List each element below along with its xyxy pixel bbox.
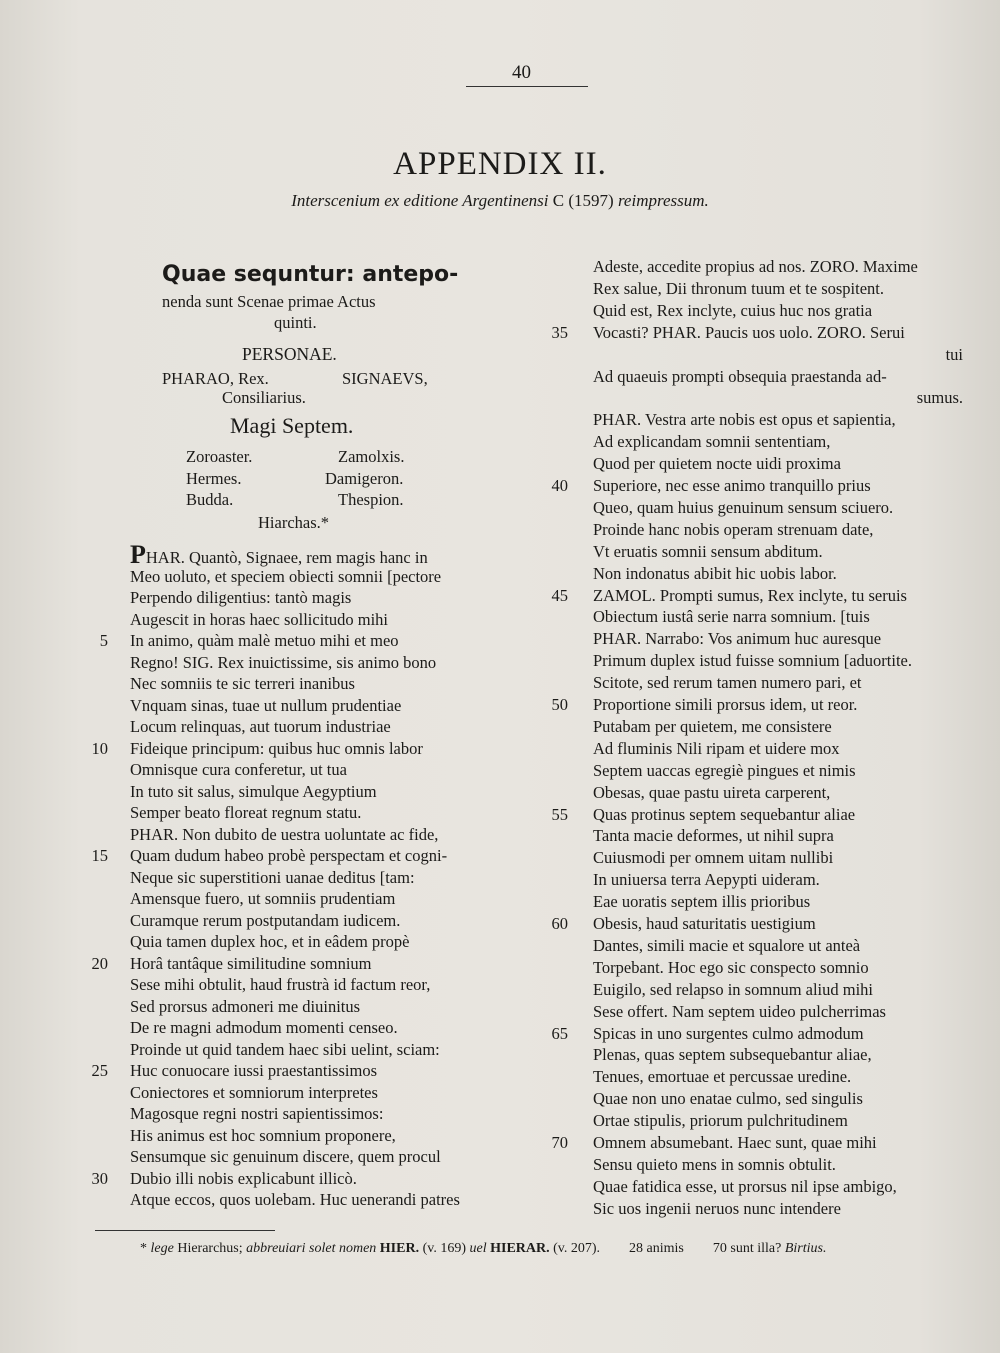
subtitle-part3: reimpressum. bbox=[617, 191, 709, 210]
verse-line: Sese mihi obtulit, haud frustrà id factum reor, bbox=[130, 975, 431, 994]
verse-line: Horâ tantâque similitudine somnium bbox=[130, 953, 372, 973]
magi-heading: Magi Septem. bbox=[230, 413, 354, 438]
verse-line: Tanta macie deformes, ut nihil supra bbox=[593, 826, 834, 846]
verse-line: Atque eccos, quos uolebam. Huc uenerandi patres bbox=[130, 1190, 460, 1209]
magus-hermes: Hermes. bbox=[186, 469, 242, 488]
verse-line: Nec somniis te sic terreri inanibus bbox=[130, 674, 355, 693]
verse-line: Curamque rerum postputandam iudicem. bbox=[130, 910, 401, 930]
line-number: 50 bbox=[551, 695, 568, 714]
verse-line: Sic uos ingenii neruos nunc intendere bbox=[593, 1198, 841, 1218]
front-heading: Quae sequntur: antepo- bbox=[162, 262, 459, 287]
verse-line: Quid est, Rex inclyte, cuius huc nos gratia bbox=[593, 300, 873, 320]
verse-line: Proportione simili prorsus idem, ut reor. bbox=[593, 695, 858, 714]
verse-line: Quod per quietem nocte uidi proxima bbox=[593, 454, 841, 474]
magus-damigeron: Damigeron. bbox=[325, 469, 404, 488]
verse-line: In animo, quàm malè metuo mihi et meo bbox=[130, 631, 399, 650]
line-number: 30 bbox=[91, 1168, 108, 1188]
verse-line: ZAMOL. Prompti sumus, Rex inclyte, tu seruis bbox=[593, 585, 907, 605]
verse-line: Adeste, accedite propius ad nos. ZORO. Maxime bbox=[593, 257, 918, 276]
line-number: 60 bbox=[551, 914, 568, 933]
speaker-name: HAR bbox=[145, 548, 181, 567]
verse-line: Euigilo, sed relapso in somnum aliud mihi bbox=[593, 979, 874, 999]
verse-line: Perpendo diligentius: tantò magis bbox=[130, 588, 352, 607]
footnote-birtius: Birtius. bbox=[784, 1241, 827, 1256]
line-number: 25 bbox=[91, 1061, 108, 1080]
verse-line: Fideique principum: quibus huc omnis labor bbox=[130, 738, 423, 758]
footnote-lege: lege bbox=[150, 1241, 174, 1256]
front-heading-cont1: nenda sunt Scenae primae Actus bbox=[162, 292, 376, 311]
verse-line: Sed prorsus admoneri me diuinitus bbox=[130, 996, 361, 1016]
verse-line: Proinde hanc nobis operam strenuam date, bbox=[593, 519, 874, 539]
footnote-hierar: HIERAR. bbox=[490, 1241, 550, 1256]
verse-line: Quam dudum habeo probè perspectam et cogni- bbox=[130, 846, 448, 865]
verse-line: Proinde ut quid tandem haec sibi uelint, sciam: bbox=[130, 1039, 440, 1059]
line-number: 10 bbox=[91, 738, 108, 758]
verse-line: De re magni admodum momenti censeo. bbox=[130, 1018, 398, 1037]
verse-line: Ad fluminis Nili ripam et uidere mox bbox=[593, 738, 840, 758]
magus-zamolxis: Zamolxis. bbox=[338, 447, 405, 466]
verse-line: Sensu quieto mens in somnis obtulit. bbox=[593, 1154, 836, 1174]
verse-line: Vt eruatis somnii sensum abditum. bbox=[593, 541, 823, 561]
verse-overflow: sumus. bbox=[916, 388, 963, 408]
verse-line: Eae uoratis septem illis prioribus bbox=[593, 892, 811, 912]
verse-line: Queo, quam huius genuinum sensum sciuero. bbox=[593, 497, 894, 517]
footnote-rule bbox=[95, 1230, 275, 1231]
verse-line: Spicas in uno surgentes culmo admodum bbox=[593, 1023, 864, 1043]
verse-line: Primum duplex istud fuisse somnium [aduortite. bbox=[593, 651, 912, 671]
verse-text: . Quantò, Signaee, rem magis hanc in bbox=[180, 548, 428, 567]
persona-signaevs: SIGNAEVS, bbox=[342, 369, 428, 388]
verse-line: Obesas, quae pastu uireta carperent, bbox=[593, 782, 831, 802]
verse-line: Vocasti? PHAR. Paucis uos uolo. ZORO. Serui bbox=[593, 322, 905, 342]
verse-line: Cuiusmodi per omnem uitam nullibi bbox=[593, 848, 834, 868]
footnote-v207: (v. 207). bbox=[553, 1241, 601, 1256]
verse-line: In tuto sit salus, simulque Aegyptium bbox=[130, 781, 377, 801]
footnote-abbrev: abbreuiari solet nomen bbox=[246, 1241, 377, 1256]
verse-line: Tenues, emortuae et percussae uredine. bbox=[593, 1067, 852, 1087]
verse-line: Semper beato floreat regnum statu. bbox=[130, 803, 362, 822]
line-number: 5 bbox=[99, 631, 108, 650]
line-number: 20 bbox=[91, 953, 108, 973]
verse-line: Regno! SIG. Rex inuictissime, sis animo bono bbox=[130, 652, 437, 672]
verse-line: Non indonatus abibit hic uobis labor. bbox=[593, 563, 837, 583]
verse-line: In uniuersa terra Aepypti uideram. bbox=[593, 870, 820, 890]
subtitle-part2: C (1597) bbox=[552, 191, 614, 210]
line-number: 55 bbox=[551, 804, 568, 824]
verse-line bbox=[130, 540, 428, 569]
line-number: 70 bbox=[551, 1133, 568, 1152]
verse-line: Ad quaeuis prompti obsequia praestanda ad- bbox=[593, 366, 887, 386]
subtitle-part1: Interscenium ex editione Argentinensi bbox=[291, 191, 549, 210]
footnote-note70: 70 sunt illa? bbox=[712, 1241, 782, 1256]
line-number: 45 bbox=[551, 585, 568, 605]
footnote-note28: 28 animis bbox=[629, 1241, 684, 1256]
footnote-hier: HIER. bbox=[379, 1241, 420, 1256]
page-number: 40 bbox=[512, 62, 531, 83]
verse-line: PHAR. Non dubito de uestra uoluntate ac fide, bbox=[130, 824, 439, 844]
verse-line: Dantes, simili macie et squalore ut anteà bbox=[593, 935, 861, 955]
footnote-hierarchus: Hierarchus; bbox=[177, 1241, 243, 1256]
verse-line: Ad explicandam somnii sententiam, bbox=[593, 432, 831, 452]
personae-heading: PERSONAE. bbox=[242, 344, 337, 364]
verse-line: Neque sic superstitioni uanae deditus [tam: bbox=[130, 867, 415, 887]
verse-line: Rex salue, Dii thronum tuum et te sospitent. bbox=[593, 278, 885, 298]
verse-line: Quae fatidica esse, ut prorsus nil ipse ambigo, bbox=[593, 1176, 897, 1196]
verse-line: Augescit in horas haec sollicitudo mihi bbox=[130, 609, 388, 629]
verse-line: Scitote, sed rerum tamen numero pari, et bbox=[593, 673, 862, 693]
persona-consiliarius: Consiliarius. bbox=[222, 388, 306, 407]
left-column bbox=[91, 0, 520, 1353]
magus-thespion: Thespion. bbox=[338, 490, 404, 509]
verse-line: PHAR. Narrabo: Vos animum huc auresque bbox=[593, 629, 882, 649]
front-heading-cont2: quinti. bbox=[274, 313, 317, 332]
verse-line: Putabam per quietem, me consistere bbox=[593, 716, 832, 736]
line-number: 40 bbox=[551, 476, 568, 495]
verse-line: Quia tamen duplex hoc, et in eâdem propè bbox=[130, 932, 410, 951]
drop-cap: P bbox=[130, 540, 146, 569]
persona-pharao: PHARAO, Rex. bbox=[162, 369, 269, 388]
verse-line: Obesis, haud saturitatis uestigium bbox=[593, 914, 816, 933]
verse-line: Huc conuocare iussi praestantissimos bbox=[130, 1061, 377, 1080]
verse-line: Dubio illi nobis explicabunt illicò. bbox=[130, 1168, 357, 1188]
verse-line: Meo uoluto, et speciem obiecti somnii [pectore bbox=[130, 566, 442, 586]
verse-line: Sensumque sic genuinum discere, quem procul bbox=[130, 1147, 441, 1166]
verse-line: Magosque regni nostri sapientissimos: bbox=[130, 1104, 384, 1123]
magus-budda: Budda. bbox=[186, 490, 234, 509]
footnote-uel: uel bbox=[469, 1241, 487, 1256]
line-number: 65 bbox=[551, 1023, 568, 1043]
verse-line: Omnisque cura conferetur, ut tua bbox=[130, 760, 347, 779]
verse-line: Sese offert. Nam septem uideo pulcherrimas bbox=[593, 1001, 886, 1021]
verse-line: Quae non uno enatae culmo, sed singulis bbox=[593, 1089, 863, 1109]
verse-line: Omnem absumebant. Haec sunt, quae mihi bbox=[593, 1133, 877, 1152]
verse-line: Vnquam sinas, tuae ut nullum prudentiae bbox=[130, 695, 402, 715]
line-number: 15 bbox=[91, 846, 108, 865]
verse-overflow: tui bbox=[945, 344, 963, 364]
magus-zoroaster: Zoroaster. bbox=[186, 447, 253, 466]
verse-line: Locum relinquas, aut tuorum industriae bbox=[130, 717, 391, 736]
appendix-title: APPENDIX II. bbox=[393, 146, 607, 182]
verse-line: Ortae stipulis, priorum pulchritudinem bbox=[593, 1111, 848, 1131]
verse-line: Torpebant. Hoc ego sic conspecto somnio bbox=[593, 957, 869, 977]
magus-hiarchas: Hiarchas.* bbox=[258, 513, 330, 532]
footnote bbox=[140, 1241, 826, 1257]
verse-line: Coniectores et somniorum interpretes bbox=[130, 1082, 378, 1102]
line-number: 35 bbox=[551, 322, 568, 342]
footnote-star: * bbox=[140, 1241, 147, 1256]
verse-line: Obiectum iustâ serie narra somnium. [tuis bbox=[593, 607, 870, 627]
verse-line: Septem uaccas egregiè pingues et nimis bbox=[593, 760, 856, 780]
verse-line: Plenas, quas septem subsequebantur aliae, bbox=[593, 1045, 872, 1065]
verse-line: Quas protinus septem sequebantur aliae bbox=[593, 804, 856, 824]
footnote-v169: (v. 169) bbox=[422, 1241, 466, 1256]
verse-line: PHAR. Vestra arte nobis est opus et sapientia, bbox=[593, 410, 896, 430]
verse-line: His animus est hoc somnium proponere, bbox=[130, 1125, 396, 1145]
verse-line: Amensque fuero, ut somniis prudentiam bbox=[130, 889, 396, 908]
verse-line: Superiore, nec esse animo tranquillo prius bbox=[593, 476, 871, 495]
